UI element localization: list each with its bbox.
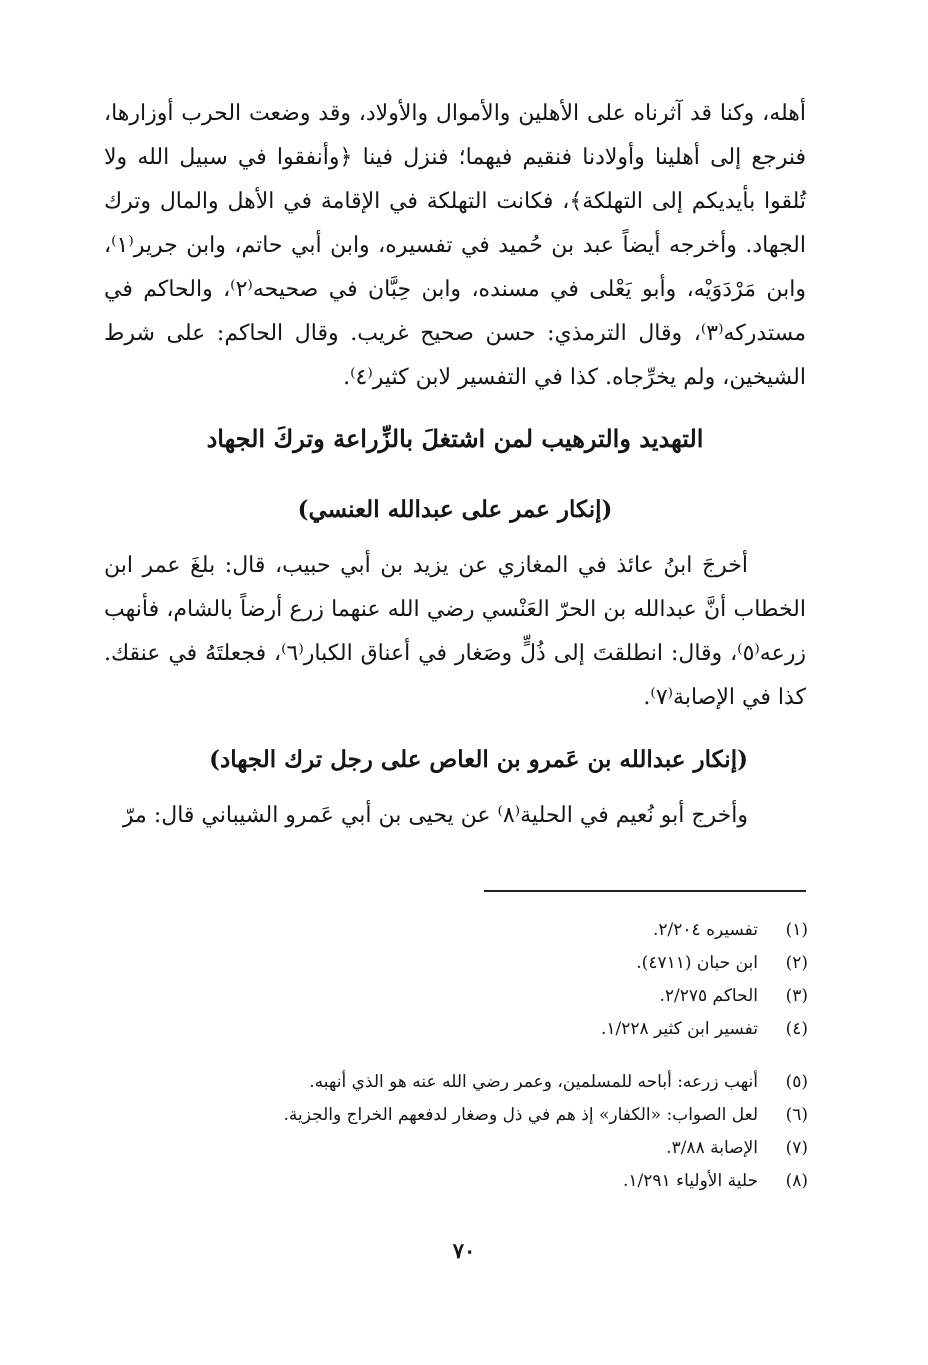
- footnote-item: [150, 1066, 808, 1099]
- abdullah-paragraph-block: [104, 794, 806, 838]
- umar-paragraph: أخرجَ ابنُ عائذ في المغازي عن يزيد بن أبي حبيب، قال: بلغَ عمر ابن الخطاب أنَّ عبدالله بن الحرّ العَنْسي رضي الله عنهما زرع أرضاً بالشام، فأنهب زرعه⁽٥⁾، وقال: انطلقتَ إلى ذُلٍّ وصَغار في أعناق الكبار⁽٦⁾، فجعلتَهُ في عنقك. كذا في الإصابة⁽٧⁾.: [104, 553, 806, 710]
- footnote-number: (٣): [785, 986, 808, 1006]
- footnote-text: ابن حبان (٤٧١١).: [636, 953, 758, 973]
- intro-paragraph: أهله، وكنا قد آثرناه على الأهلين والأموال والأولاد، وقد وضعت الحرب أوزارها، فنرجع إلى أهلينا وأولادنا فنقيم فيهما؛ فنزل فينا ﴿وأنفقوا في سبيل الله ولا تُلقوا بأيديكم إلى التهلكة﴾، فكانت التهلكة في الإقامة في الأهل والمال وترك الجهاد. وأخرجه أيضاً عبد بن حُميد في تفسيره، وابن أبي حاتم، وابن جرير⁽١⁾، وابن مَرْدَوَيْه، وأبو يَعْلى في مسنده، وابن حِبَّان في صحيحه⁽٢⁾، والحاكم في مستدركه⁽٣⁾، وقال الترمذي: حسن صحيح غريب. وقال الحاكم: على شرط الشيخين، ولم يخرِّجاه. كذا في التفسير لابن كثير⁽٤⁾.: [104, 101, 806, 390]
- page-number: ٧٠: [452, 1238, 476, 1263]
- footnote-item: [150, 1165, 808, 1198]
- footnote-number: (٦): [785, 1105, 808, 1125]
- footnote-text: تفسير ابن كثير ١/٢٢٨.: [600, 1019, 758, 1039]
- intro-paragraph-block: [104, 92, 806, 400]
- footnote-number: (٧): [785, 1138, 808, 1158]
- footnote-number: (١): [785, 920, 808, 940]
- sub-heading-abdullah: (إنكار عبدالله بن عَمرو بن العاص على رجل ترك الجهاد): [209, 746, 748, 773]
- footnote-text: أنهب زرعه: أباحه للمسلمين، وعمر رضي الله عنه هو الذي أنهبه.: [309, 1072, 758, 1092]
- footnotes-group-1: [150, 914, 808, 1046]
- footnote-text: حلية الأولياء ١/٢٩١.: [623, 1171, 758, 1191]
- umar-paragraph-block: [104, 544, 806, 720]
- section-heading: التهديد والترهيب لمن اشتغلَ بالزِّراعة وتركَ الجهاد: [206, 424, 704, 453]
- footnote-item: [150, 947, 808, 980]
- footnote-number: (٥): [785, 1072, 808, 1092]
- footnote-item: [150, 980, 808, 1013]
- footnote-item: [150, 1099, 808, 1132]
- footnote-item: [150, 1132, 808, 1165]
- footnote-text: الإصابة ٣/٨٨.: [666, 1138, 758, 1158]
- sub-heading-umar: (إنكار عمر على عبدالله العنسي): [297, 496, 613, 523]
- footnote-divider: [484, 890, 806, 892]
- footnote-number: (٢): [785, 953, 808, 973]
- footnote-number: (٤): [785, 1019, 808, 1039]
- footnote-item: [150, 1013, 808, 1046]
- footnote-number: (٨): [785, 1171, 808, 1191]
- abdullah-paragraph: وأخرج أبو نُعيم في الحلية⁽٨⁾ عن يحيى بن أبي عَمرو الشيباني قال: مرّ: [122, 803, 748, 828]
- footnotes-group-2: [150, 1066, 808, 1198]
- footnote-text: تفسيره ٢/٢٠٤.: [653, 920, 758, 940]
- footnote-text: لعل الصواب: «الكفار» إذ هم في ذل وصغار لدفعهم الخراج والجزية.: [283, 1105, 758, 1125]
- footnote-item: [150, 914, 808, 947]
- footnote-text: الحاكم ٢/٢٧٥.: [659, 986, 758, 1006]
